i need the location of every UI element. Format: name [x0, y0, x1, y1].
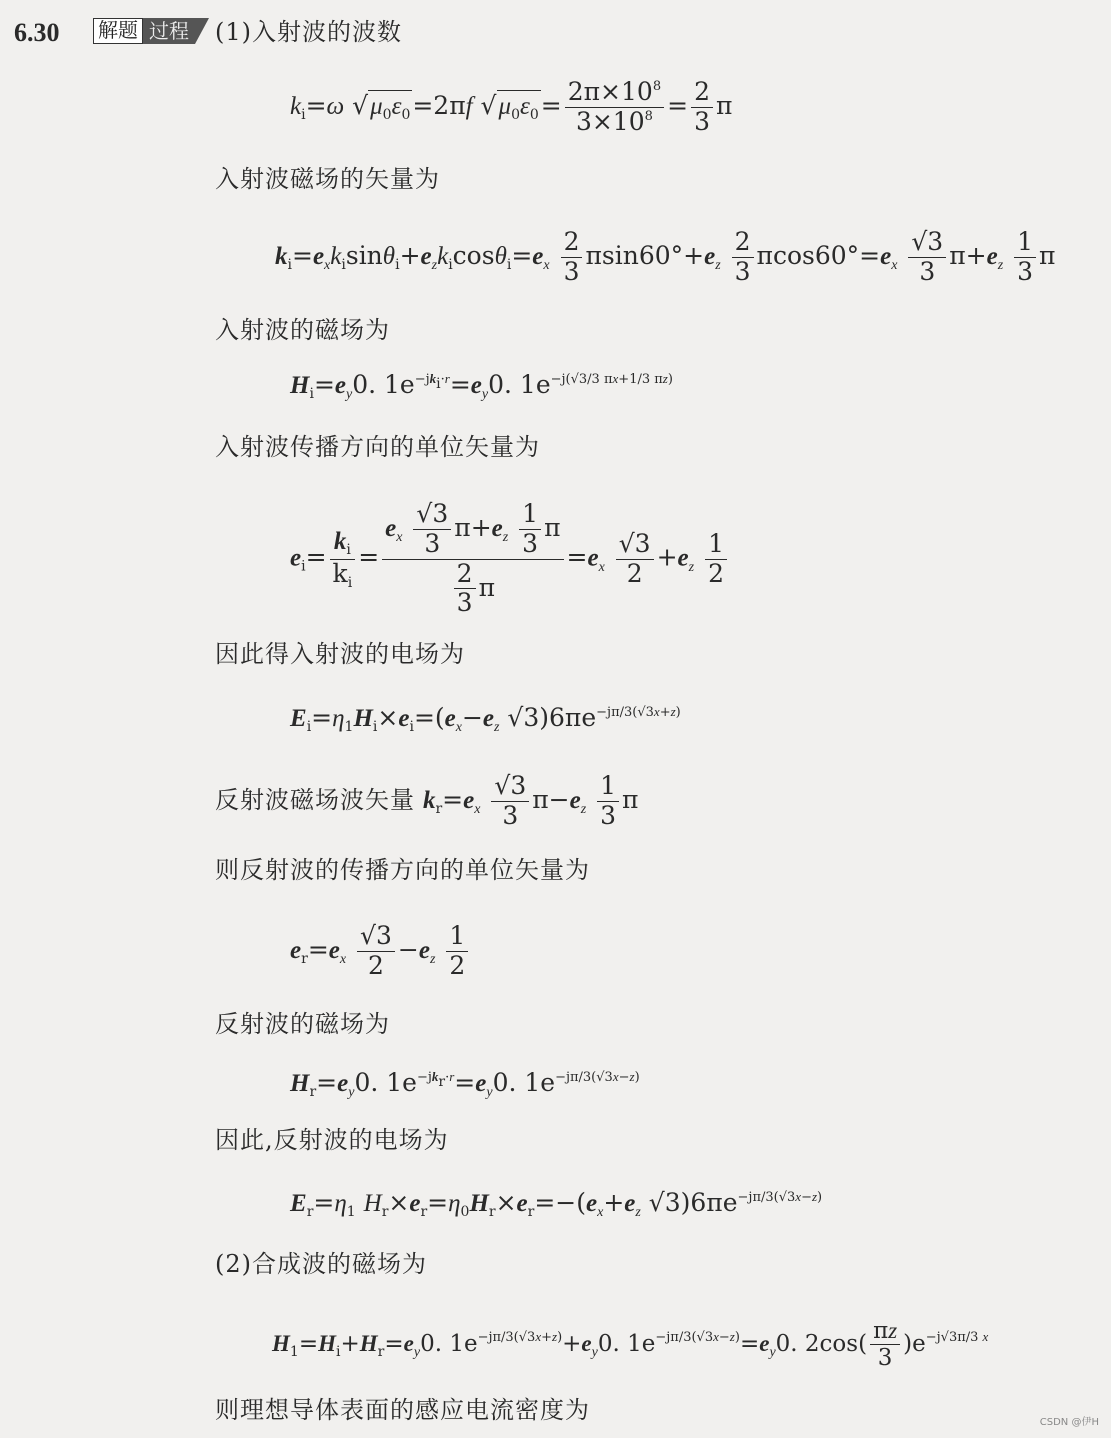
badge-right: 过程 — [143, 18, 195, 44]
badge-arrow — [195, 18, 209, 44]
text-incident-wavevector: 入射波磁场的矢量为 — [215, 165, 440, 193]
text-incident-unit-vector: 入射波传播方向的单位矢量为 — [215, 433, 540, 461]
text-incident-magnetic: 入射波的磁场为 — [215, 316, 390, 344]
equation-incident-unit-vector: $e_i=$ $\frac{k_i}{k_i}$ = $e_x$ $\frac{√3}{3}$ $\pi+e_z$ $\frac{1}{3}$ π $\frac{2}{3}$ π $=e_x$ $\frac{√3}{2}$ $+e_z$ $\frac{1}{2}$ — [290, 500, 730, 618]
equation-reflected-magnetic: $H_r=e_y0$. $1e^{-jk_r\cdot r}=e_y0$. $1e^{-j\pi/3(√3x-z)}$ — [290, 1068, 640, 1100]
text-reflected-unit-vector: 则反射波的传播方向的单位矢量为 — [215, 856, 590, 884]
watermark: CSDN @伊H — [1039, 1417, 1099, 1428]
equation-wavevector: $k_i=e_xk_i\sin\theta_i+e_zk_i\cos\theta_i=e_x$ $\frac{2}{3}$ $\pi\sin 60^\circ+e_z$ $\frac{2}{3}$ $\pi\cos 60^\circ=e_x$ $\frac{√3}{3}$ $\pi+e_z$ $\frac{1}{3}$ π — [275, 227, 1056, 286]
text-reflected-wavevector: 反射波磁场波矢量 — [215, 785, 415, 814]
badge-left: 解题 — [93, 18, 143, 44]
text-total-magnetic: (2)合成波的磁场为 — [215, 1250, 427, 1278]
equation-incident-magnetic: $H_i=e_y0$. $1e^{-jk_i\cdot r}=e_y0$. $1e^{-j(√3/3 \pi x+1/3 \pi z)}$ — [290, 370, 673, 402]
text-reflected-electric: 因此,反射波的电场为 — [215, 1126, 449, 1154]
text-incident-electric: 因此得入射波的电场为 — [215, 640, 465, 668]
problem-number: 6.30 — [14, 18, 60, 47]
solution-badge — [93, 18, 209, 44]
equation-reflected-electric: $E_r=\eta_1$ $H_r\times e_r=\eta_0H_r\times e_r=-(e_x+e_z$ $√3)6\pi e^{-j\pi/3(√3x-z)}$ — [290, 1188, 823, 1220]
text-incident-wavenumber: (1)入射波的波数 — [215, 18, 402, 46]
equation-wavenumber: $k_i=\omega$ $√\mu_0\varepsilon_0=2\pi f$ $√\mu_0\varepsilon_0=$ $\frac{2\pi\times 10^8}{3\times 10^8}$ = $\frac{2}{3}$ π — [290, 77, 733, 136]
equation-reflected-unit-vector: $e_r=e_x$ $\frac{√3}{2}$ $-e_z$ $\frac{1}{2}$ — [290, 922, 471, 981]
equation-total-magnetic: $H_1=H_i+H_r=e_y0$. $1e^{-j\pi/3(√3x+z)}+e_y0$. $1e^{-j\pi/3(√3x-z)}=e_y0$. 2cos( $\frac{\pi z}{3}$ )$e^{-j√3\pi/3 x}$ — [272, 1318, 989, 1372]
equation-incident-electric: $E_i=\eta_1H_i\times e_i=(e_x-e_z$ $√3)6\pi e^{-j\pi/3(√3x+z)}$ — [290, 703, 681, 735]
text-surface-current: 则理想导体表面的感应电流密度为 — [215, 1396, 590, 1424]
line-reflected-wavevector: 反射波磁场波矢量 $k_r=e_x$ $\frac{√3}{3}$ $\pi-e_z$ $\frac{1}{3}$ π — [215, 771, 639, 830]
text-reflected-magnetic: 反射波的磁场为 — [215, 1010, 390, 1038]
